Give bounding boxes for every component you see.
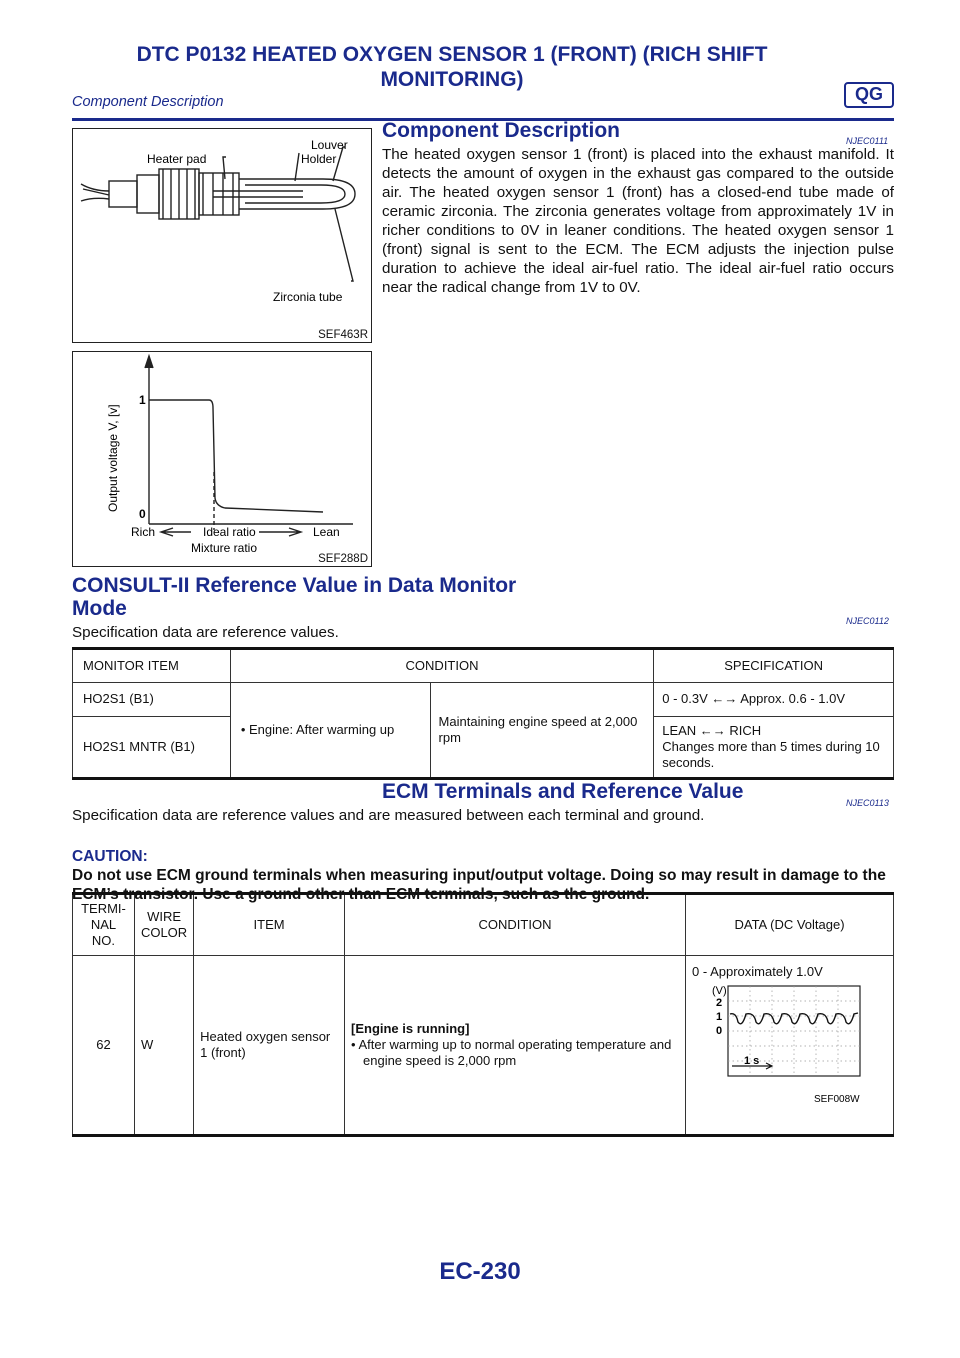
page-header xyxy=(72,42,894,118)
condition-body xyxy=(351,1037,679,1069)
condition-engine xyxy=(230,683,430,779)
holder-label: Holder xyxy=(301,152,337,166)
scope-tick-2: 2 xyxy=(716,997,723,1009)
sensor-diagram xyxy=(72,128,372,343)
header-data: DATA (DC Voltage) xyxy=(686,894,894,956)
item-name: Heated oxygen sensor 1 (front) xyxy=(194,956,345,1136)
specification xyxy=(654,717,894,779)
section-code: NJEC0112 xyxy=(846,616,889,626)
lean-label: Lean xyxy=(313,525,340,539)
table-row xyxy=(73,683,894,717)
y-axis-label: Output voltage V, [v] xyxy=(106,404,120,512)
caution-heading: CAUTION: xyxy=(72,848,148,865)
section-heading-component-description: Component Description xyxy=(382,119,621,142)
ideal-ratio-label: Ideal ratio xyxy=(203,525,256,539)
header-condition: CONDITION xyxy=(230,649,653,683)
table-header-row xyxy=(73,894,894,956)
section-note: Specification data are reference values and are measured between each terminal and ground. xyxy=(72,807,705,824)
component-description-text: The heated oxygen sensor 1 (front) is placed into the exhaust manifold. It detects the amount of oxygen in the exhaust gas compared to the outside air. The heated oxygen sensor 1 (front) has a closed-end tube made of ceramic zirconia. The zirconia generates voltage from approximately 1V in richer conditions to 0V in leaner conditions. The heated oxygen sensor 1 (front) signal is sent to the ECM. The ECM adjusts the injection pulse duration to achieve the ideal air-fuel ratio. The ideal air-fuel ratio occurs near the radical change from 1V to 0V. xyxy=(382,146,894,296)
condition-speed: Maintaining engine speed at 2,000 rpm xyxy=(430,683,654,779)
data-value: 0 - Approximately 1.0V xyxy=(692,964,823,979)
table-row xyxy=(73,956,894,1136)
oscilloscope-trace xyxy=(692,982,882,1112)
spec-line: Changes more than 5 times during 10 seconds. xyxy=(662,739,880,770)
condition-text: After warming up to normal operating temperature and engine speed is 2,000 rpm xyxy=(358,1037,672,1068)
figure-code: SEF288D xyxy=(318,553,368,565)
louver-label: Louver xyxy=(311,138,348,152)
y-tick-1: 1 xyxy=(139,393,146,407)
scope-unit: (V) xyxy=(712,985,727,997)
header-monitor-item: MONITOR ITEM xyxy=(73,649,231,683)
output-voltage-graph xyxy=(72,351,372,567)
table-header-row xyxy=(73,649,894,683)
section-heading-ecm-terminals: ECM Terminals and Reference Value xyxy=(382,780,744,803)
voltage-curve-drawing xyxy=(73,352,373,568)
spec-line: LEAN ←→ RICH xyxy=(662,723,762,738)
specification: 0 - 0.3V ←→ Approx. 0.6 - 1.0V xyxy=(654,683,894,717)
section-code: NJEC0113 xyxy=(846,798,889,808)
x-axis-label: Mixture ratio xyxy=(191,541,258,555)
rich-label: Rich xyxy=(131,525,156,539)
terminal-number: 62 xyxy=(73,956,135,1136)
scope-tick-0: 0 xyxy=(716,1025,723,1037)
data-cell xyxy=(686,956,894,1136)
scope-tick-1: 1 xyxy=(716,1011,723,1023)
caution-text: Do not use ECM ground terminals when measuring input/output voltage. Doing so may result in damage to the ECM’s transistor. Use a ground other than ECM terminals, such as the ground. xyxy=(72,867,886,903)
zirconia-tube-label: Zirconia tube xyxy=(273,290,343,304)
header-subtitle: Component Description xyxy=(72,94,224,110)
wire-color: W xyxy=(134,956,193,1136)
section-note: Specification data are reference values. xyxy=(72,624,339,641)
header-item: ITEM xyxy=(194,894,345,956)
heading-line-2: Mode xyxy=(72,597,127,620)
scope-time-division: 1 s xyxy=(744,1055,760,1067)
bullet-icon: • xyxy=(240,722,246,737)
engine-badge: QG xyxy=(844,82,894,108)
figure-code: SEF463R xyxy=(318,329,368,341)
section-heading-consult xyxy=(72,574,516,620)
y-tick-0: 0 xyxy=(139,507,146,521)
data-monitor-table xyxy=(72,647,894,780)
header-condition: CONDITION xyxy=(345,894,686,956)
monitor-item: HO2S1 MNTR (B1) xyxy=(73,717,231,779)
bullet-icon: • xyxy=(351,1037,359,1052)
scope-figure-code: SEF008W xyxy=(814,1094,860,1105)
condition-cell xyxy=(345,956,686,1136)
page-title: DTC P0132 HEATED OXYGEN SENSOR 1 (FRONT) (RICH SHIFT MONITORING) xyxy=(136,43,768,91)
section-code: NJEC0111 xyxy=(846,136,889,146)
condition-text: Engine: After warming up xyxy=(249,722,395,737)
header-wire-color: WIRE COLOR xyxy=(134,894,193,956)
page-number: EC-230 xyxy=(439,1258,521,1285)
heading-line-1: CONSULT-II Reference Value in Data Monitor xyxy=(72,574,517,597)
ecm-terminal-table xyxy=(72,892,894,1137)
header-terminal: TERMI-NAL NO. xyxy=(73,894,135,956)
header-specification: SPECIFICATION xyxy=(654,649,894,683)
sensor-drawing xyxy=(73,129,373,344)
monitor-item: HO2S1 (B1) xyxy=(73,683,231,717)
heater-pad-label: Heater pad xyxy=(147,152,207,166)
condition-title: [Engine is running] xyxy=(351,1021,470,1036)
